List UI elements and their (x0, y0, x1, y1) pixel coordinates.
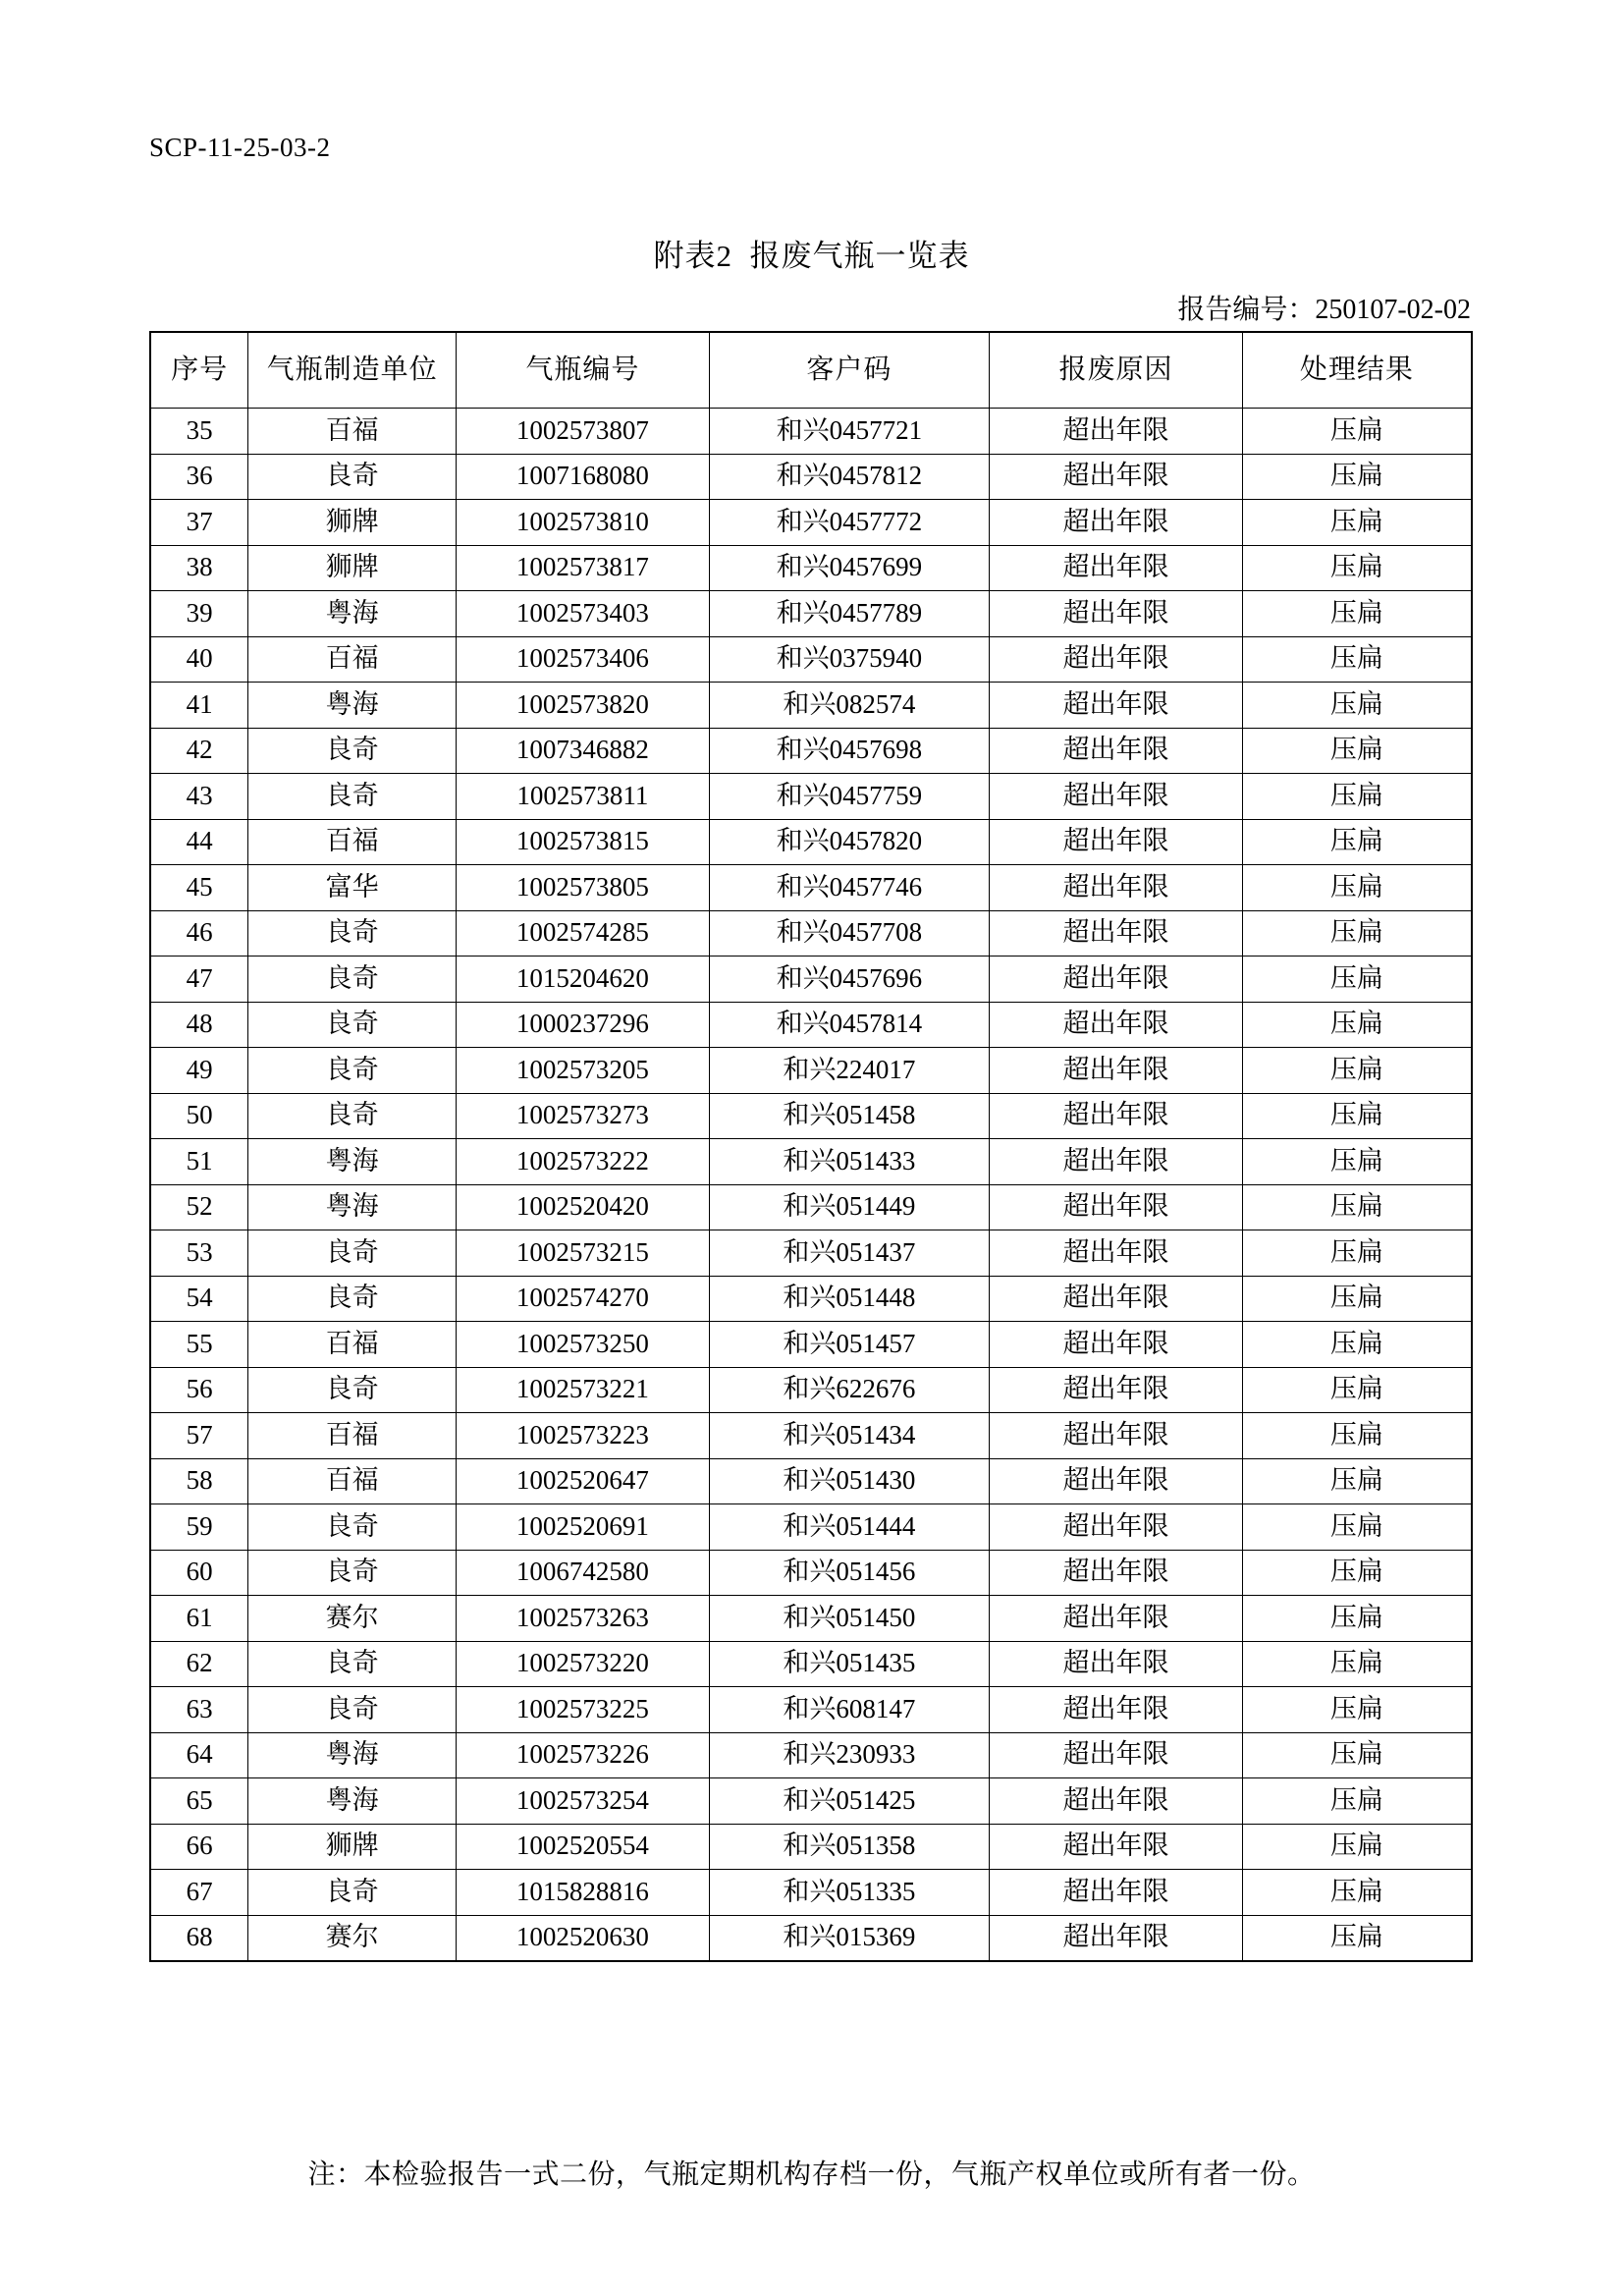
table-row (150, 1139, 1472, 1185)
cell-manufacturer: 百福 (248, 636, 457, 683)
cell-customer-code: 和兴051358 (709, 1824, 990, 1870)
table-row (150, 1732, 1472, 1778)
cell-customer-code: 和兴0457696 (709, 957, 990, 1003)
cell-cylinder-no: 1002573226 (457, 1732, 710, 1778)
cell-cylinder-no: 1002574285 (457, 910, 710, 957)
table-row (150, 1230, 1472, 1277)
cell-disposal-result: 压扁 (1242, 636, 1472, 683)
cell-customer-code: 和兴0457759 (709, 774, 990, 820)
cell-index: 64 (150, 1732, 248, 1778)
cell-disposal-result: 压扁 (1242, 1687, 1472, 1733)
cell-index: 49 (150, 1048, 248, 1094)
cell-manufacturer: 良奇 (248, 1870, 457, 1916)
cell-disposal-result: 压扁 (1242, 1732, 1472, 1778)
cell-manufacturer: 百福 (248, 409, 457, 455)
cell-index: 39 (150, 591, 248, 637)
cell-scrap-reason: 超出年限 (990, 1048, 1243, 1094)
table-row (150, 1504, 1472, 1551)
cell-scrap-reason: 超出年限 (990, 1276, 1243, 1322)
cell-disposal-result: 压扁 (1242, 1230, 1472, 1277)
cell-index: 38 (150, 545, 248, 591)
cell-scrap-reason: 超出年限 (990, 728, 1243, 774)
cell-customer-code: 和兴051433 (709, 1139, 990, 1185)
table-row (150, 1322, 1472, 1368)
cell-manufacturer: 良奇 (248, 1550, 457, 1596)
cell-disposal-result: 压扁 (1242, 957, 1472, 1003)
cell-customer-code: 和兴0457698 (709, 728, 990, 774)
cell-disposal-result: 压扁 (1242, 1322, 1472, 1368)
table-row (150, 409, 1472, 455)
cell-manufacturer: 良奇 (248, 774, 457, 820)
cell-manufacturer: 良奇 (248, 454, 457, 500)
cell-customer-code: 和兴0457820 (709, 819, 990, 865)
cell-cylinder-no: 1002573215 (457, 1230, 710, 1277)
cell-cylinder-no: 1002573221 (457, 1367, 710, 1413)
cell-customer-code: 和兴608147 (709, 1687, 990, 1733)
cell-cylinder-no: 1002574270 (457, 1276, 710, 1322)
cell-manufacturer: 良奇 (248, 1276, 457, 1322)
cell-index: 47 (150, 957, 248, 1003)
cell-cylinder-no: 1002573254 (457, 1778, 710, 1825)
cell-index: 44 (150, 819, 248, 865)
cell-manufacturer: 赛尔 (248, 1915, 457, 1961)
cell-disposal-result: 压扁 (1242, 728, 1472, 774)
cell-manufacturer: 百福 (248, 1458, 457, 1504)
cell-scrap-reason: 超出年限 (990, 1915, 1243, 1961)
cell-index: 42 (150, 728, 248, 774)
cell-manufacturer: 狮牌 (248, 1824, 457, 1870)
cell-disposal-result: 压扁 (1242, 1367, 1472, 1413)
table-row (150, 1002, 1472, 1048)
cell-cylinder-no: 1002573263 (457, 1596, 710, 1642)
cell-customer-code: 和兴0457814 (709, 1002, 990, 1048)
cell-cylinder-no: 1002573807 (457, 409, 710, 455)
cell-scrap-reason: 超出年限 (990, 1550, 1243, 1596)
cell-customer-code: 和兴051425 (709, 1778, 990, 1825)
cell-manufacturer: 良奇 (248, 1641, 457, 1687)
cell-index: 45 (150, 865, 248, 911)
table-row (150, 728, 1472, 774)
cell-cylinder-no: 1002520647 (457, 1458, 710, 1504)
cell-index: 43 (150, 774, 248, 820)
cell-manufacturer: 良奇 (248, 1367, 457, 1413)
cell-cylinder-no: 1002573810 (457, 500, 710, 546)
cell-scrap-reason: 超出年限 (990, 591, 1243, 637)
cell-customer-code: 和兴230933 (709, 1732, 990, 1778)
cell-cylinder-no: 1015828816 (457, 1870, 710, 1916)
cell-scrap-reason: 超出年限 (990, 500, 1243, 546)
cell-disposal-result: 压扁 (1242, 683, 1472, 729)
cell-cylinder-no: 1002573815 (457, 819, 710, 865)
cell-disposal-result: 压扁 (1242, 1870, 1472, 1916)
cell-manufacturer: 良奇 (248, 1230, 457, 1277)
cell-scrap-reason: 超出年限 (990, 1687, 1243, 1733)
cell-index: 60 (150, 1550, 248, 1596)
column-header-disposal-result: 处理结果 (1242, 332, 1472, 409)
cell-disposal-result: 压扁 (1242, 1778, 1472, 1825)
cell-scrap-reason: 超出年限 (990, 1367, 1243, 1413)
cell-scrap-reason: 超出年限 (990, 454, 1243, 500)
report-number: 报告编号：250107-02-02 (1177, 295, 1471, 325)
cell-manufacturer: 百福 (248, 1322, 457, 1368)
cell-cylinder-no: 1002573273 (457, 1093, 710, 1139)
cell-manufacturer: 百福 (248, 1413, 457, 1459)
cell-disposal-result: 压扁 (1242, 1276, 1472, 1322)
cell-scrap-reason: 超出年限 (990, 1458, 1243, 1504)
cell-customer-code: 和兴0457699 (709, 545, 990, 591)
cell-index: 65 (150, 1778, 248, 1825)
cell-cylinder-no: 1002520420 (457, 1184, 710, 1230)
cell-disposal-result: 压扁 (1242, 1048, 1472, 1094)
cell-cylinder-no: 1002520554 (457, 1824, 710, 1870)
table-row (150, 1367, 1472, 1413)
cell-customer-code: 和兴051449 (709, 1184, 990, 1230)
cell-cylinder-no: 1006742580 (457, 1550, 710, 1596)
cell-disposal-result: 压扁 (1242, 1093, 1472, 1139)
cell-index: 57 (150, 1413, 248, 1459)
cell-cylinder-no: 1002573817 (457, 545, 710, 591)
cell-index: 46 (150, 910, 248, 957)
cell-scrap-reason: 超出年限 (990, 1139, 1243, 1185)
cell-index: 36 (150, 454, 248, 500)
cell-disposal-result: 压扁 (1242, 500, 1472, 546)
cell-manufacturer: 良奇 (248, 1504, 457, 1551)
cell-customer-code: 和兴051457 (709, 1322, 990, 1368)
cell-scrap-reason: 超出年限 (990, 819, 1243, 865)
cell-manufacturer: 粤海 (248, 1778, 457, 1825)
cell-cylinder-no: 1002573403 (457, 591, 710, 637)
table-row (150, 1413, 1472, 1459)
cell-scrap-reason: 超出年限 (990, 1184, 1243, 1230)
cell-disposal-result: 压扁 (1242, 1550, 1472, 1596)
scrap-cylinder-table-container (149, 331, 1473, 1962)
cell-index: 52 (150, 1184, 248, 1230)
cell-scrap-reason: 超出年限 (990, 1824, 1243, 1870)
cell-index: 63 (150, 1687, 248, 1733)
cell-scrap-reason: 超出年限 (990, 1870, 1243, 1916)
cell-customer-code: 和兴0457708 (709, 910, 990, 957)
cell-disposal-result: 压扁 (1242, 910, 1472, 957)
cell-scrap-reason: 超出年限 (990, 865, 1243, 911)
cell-scrap-reason: 超出年限 (990, 409, 1243, 455)
table-row (150, 1915, 1472, 1961)
cell-disposal-result: 压扁 (1242, 1139, 1472, 1185)
table-row (150, 1093, 1472, 1139)
cell-cylinder-no: 1002573250 (457, 1322, 710, 1368)
cell-cylinder-no: 1002520691 (457, 1504, 710, 1551)
table-body (150, 409, 1472, 1962)
cell-manufacturer: 良奇 (248, 957, 457, 1003)
cell-manufacturer: 良奇 (248, 1687, 457, 1733)
cell-cylinder-no: 1015204620 (457, 957, 710, 1003)
cell-cylinder-no: 1002573406 (457, 636, 710, 683)
table-row (150, 957, 1472, 1003)
cell-index: 67 (150, 1870, 248, 1916)
cell-scrap-reason: 超出年限 (990, 1002, 1243, 1048)
cell-customer-code: 和兴622676 (709, 1367, 990, 1413)
cell-cylinder-no: 1002573222 (457, 1139, 710, 1185)
table-row (150, 1458, 1472, 1504)
cell-disposal-result: 压扁 (1242, 1824, 1472, 1870)
cell-index: 54 (150, 1276, 248, 1322)
table-row (150, 1550, 1472, 1596)
cell-index: 68 (150, 1915, 248, 1961)
cell-cylinder-no: 1002573220 (457, 1641, 710, 1687)
cell-customer-code: 和兴0457746 (709, 865, 990, 911)
cell-manufacturer: 良奇 (248, 1093, 457, 1139)
cell-customer-code: 和兴051448 (709, 1276, 990, 1322)
cell-disposal-result: 压扁 (1242, 591, 1472, 637)
cell-index: 48 (150, 1002, 248, 1048)
cell-index: 55 (150, 1322, 248, 1368)
cell-cylinder-no: 1002573820 (457, 683, 710, 729)
cell-manufacturer: 百福 (248, 819, 457, 865)
cell-customer-code: 和兴051456 (709, 1550, 990, 1596)
cell-customer-code: 和兴051435 (709, 1641, 990, 1687)
cell-manufacturer: 粤海 (248, 1184, 457, 1230)
footer-note: 注：本检验报告一式二份，气瓶定期机构存档一份，气瓶产权单位或所有者一份。 (307, 2159, 1316, 2190)
table-row (150, 1778, 1472, 1825)
table-row (150, 1687, 1472, 1733)
cell-index: 37 (150, 500, 248, 546)
cell-manufacturer: 粤海 (248, 591, 457, 637)
cell-manufacturer: 富华 (248, 865, 457, 911)
cell-disposal-result: 压扁 (1242, 1641, 1472, 1687)
cell-scrap-reason: 超出年限 (990, 957, 1243, 1003)
page-title: 附表2 报废气瓶一览表 (653, 239, 970, 273)
cell-cylinder-no: 1002573811 (457, 774, 710, 820)
table-row (150, 1596, 1472, 1642)
cell-customer-code: 和兴0457772 (709, 500, 990, 546)
table-row (150, 1184, 1472, 1230)
cell-index: 51 (150, 1139, 248, 1185)
cell-scrap-reason: 超出年限 (990, 545, 1243, 591)
column-header-index: 序号 (150, 332, 248, 409)
cell-manufacturer: 粤海 (248, 683, 457, 729)
cell-scrap-reason: 超出年限 (990, 1322, 1243, 1368)
cell-manufacturer: 粤海 (248, 1139, 457, 1185)
cell-index: 35 (150, 409, 248, 455)
cell-disposal-result: 压扁 (1242, 1458, 1472, 1504)
cell-cylinder-no: 1007168080 (457, 454, 710, 500)
cell-index: 53 (150, 1230, 248, 1277)
cell-cylinder-no: 1002573225 (457, 1687, 710, 1733)
cell-customer-code: 和兴051450 (709, 1596, 990, 1642)
cell-cylinder-no: 1007346882 (457, 728, 710, 774)
column-header-manufacturer: 气瓶制造单位 (248, 332, 457, 409)
cell-disposal-result: 压扁 (1242, 454, 1472, 500)
cell-customer-code: 和兴051437 (709, 1230, 990, 1277)
column-header-scrap-reason: 报废原因 (990, 332, 1243, 409)
table-row (150, 591, 1472, 637)
cell-disposal-result: 压扁 (1242, 409, 1472, 455)
table-row (150, 683, 1472, 729)
cell-manufacturer: 良奇 (248, 910, 457, 957)
cell-index: 58 (150, 1458, 248, 1504)
cell-customer-code: 和兴051434 (709, 1413, 990, 1459)
cell-cylinder-no: 1002573223 (457, 1413, 710, 1459)
cell-disposal-result: 压扁 (1242, 1413, 1472, 1459)
cell-customer-code: 和兴051444 (709, 1504, 990, 1551)
cell-scrap-reason: 超出年限 (990, 1093, 1243, 1139)
scrap-cylinder-table (149, 331, 1473, 1962)
cell-manufacturer: 狮牌 (248, 500, 457, 546)
table-row (150, 1048, 1472, 1094)
cell-manufacturer: 良奇 (248, 1002, 457, 1048)
cell-index: 41 (150, 683, 248, 729)
cell-index: 62 (150, 1641, 248, 1687)
cell-index: 59 (150, 1504, 248, 1551)
column-header-customer-code: 客户码 (709, 332, 990, 409)
cell-scrap-reason: 超出年限 (990, 1778, 1243, 1825)
cell-manufacturer: 赛尔 (248, 1596, 457, 1642)
table-row (150, 454, 1472, 500)
table-row (150, 774, 1472, 820)
cell-customer-code: 和兴051335 (709, 1870, 990, 1916)
cell-disposal-result: 压扁 (1242, 1002, 1472, 1048)
cell-scrap-reason: 超出年限 (990, 1504, 1243, 1551)
table-header-row (150, 332, 1472, 409)
cell-disposal-result: 压扁 (1242, 1915, 1472, 1961)
cell-customer-code: 和兴0457721 (709, 409, 990, 455)
table-row (150, 819, 1472, 865)
cell-customer-code: 和兴051458 (709, 1093, 990, 1139)
table-row (150, 865, 1472, 911)
cell-disposal-result: 压扁 (1242, 1504, 1472, 1551)
cell-scrap-reason: 超出年限 (990, 1641, 1243, 1687)
table-row (150, 1641, 1472, 1687)
cell-cylinder-no: 1000237296 (457, 1002, 710, 1048)
cell-scrap-reason: 超出年限 (990, 774, 1243, 820)
cell-scrap-reason: 超出年限 (990, 1413, 1243, 1459)
cell-cylinder-no: 1002573805 (457, 865, 710, 911)
cell-manufacturer: 良奇 (248, 728, 457, 774)
cell-disposal-result: 压扁 (1242, 774, 1472, 820)
table-row (150, 500, 1472, 546)
table-row (150, 636, 1472, 683)
cell-customer-code: 和兴0457789 (709, 591, 990, 637)
cell-manufacturer: 良奇 (248, 1048, 457, 1094)
cell-index: 50 (150, 1093, 248, 1139)
cell-customer-code: 和兴015369 (709, 1915, 990, 1961)
column-header-cylinder-no: 气瓶编号 (457, 332, 710, 409)
table-row (150, 910, 1472, 957)
cell-scrap-reason: 超出年限 (990, 1732, 1243, 1778)
cell-scrap-reason: 超出年限 (990, 1596, 1243, 1642)
table-header (150, 332, 1472, 409)
cell-scrap-reason: 超出年限 (990, 910, 1243, 957)
cell-index: 66 (150, 1824, 248, 1870)
cell-customer-code: 和兴224017 (709, 1048, 990, 1094)
cell-cylinder-no: 1002520630 (457, 1915, 710, 1961)
cell-disposal-result: 压扁 (1242, 545, 1472, 591)
cell-scrap-reason: 超出年限 (990, 683, 1243, 729)
cell-manufacturer: 粤海 (248, 1732, 457, 1778)
cell-disposal-result: 压扁 (1242, 1596, 1472, 1642)
cell-cylinder-no: 1002573205 (457, 1048, 710, 1094)
table-row (150, 545, 1472, 591)
document-code: SCP-11-25-03-2 (149, 133, 331, 162)
cell-customer-code: 和兴0457812 (709, 454, 990, 500)
cell-scrap-reason: 超出年限 (990, 636, 1243, 683)
cell-disposal-result: 压扁 (1242, 1184, 1472, 1230)
table-row (150, 1870, 1472, 1916)
cell-manufacturer: 狮牌 (248, 545, 457, 591)
cell-disposal-result: 压扁 (1242, 865, 1472, 911)
cell-index: 40 (150, 636, 248, 683)
cell-customer-code: 和兴082574 (709, 683, 990, 729)
cell-customer-code: 和兴051430 (709, 1458, 990, 1504)
table-row (150, 1824, 1472, 1870)
cell-disposal-result: 压扁 (1242, 819, 1472, 865)
cell-index: 56 (150, 1367, 248, 1413)
cell-index: 61 (150, 1596, 248, 1642)
table-row (150, 1276, 1472, 1322)
cell-customer-code: 和兴0375940 (709, 636, 990, 683)
cell-scrap-reason: 超出年限 (990, 1230, 1243, 1277)
